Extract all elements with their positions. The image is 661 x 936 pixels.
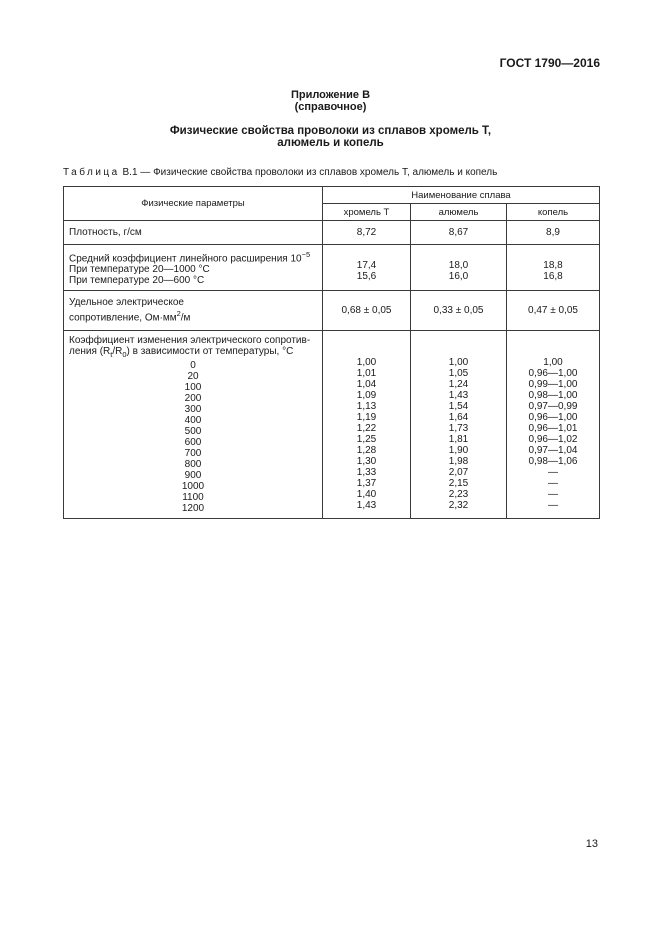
coefficient-value: 0,98—1,06 xyxy=(528,455,578,467)
coefficient-label-sub-t: t xyxy=(110,349,113,359)
spacer xyxy=(413,335,504,357)
temperature-value: 1200 xyxy=(181,502,205,514)
temperature-value: 20 xyxy=(187,370,199,382)
table-row-expansion xyxy=(64,245,600,291)
coefficient-value: 2,07 xyxy=(448,466,469,478)
coefficient-value: 1,73 xyxy=(448,422,469,434)
table-row-density xyxy=(64,221,600,245)
resistivity-label-cell xyxy=(64,291,323,330)
alloy-header-kopel: копель xyxy=(507,204,600,221)
coefficient-value: 0,97—1,04 xyxy=(528,444,578,456)
coefficient-value: 1,04 xyxy=(356,378,377,390)
resistivity-unit-tail: /м xyxy=(180,312,191,324)
spacer xyxy=(413,249,504,260)
coefficient-value: 1,01 xyxy=(356,367,377,379)
resistivity-value-alumel: 0,33 ± 0,05 xyxy=(411,291,507,330)
expansion-value: 18,0 xyxy=(448,260,469,271)
coefficient-label-line1: Коэффициент изменения электрического сопротив- xyxy=(69,334,311,346)
coefficient-values-alumel xyxy=(411,330,507,518)
param-header-cell: Физические параметры xyxy=(64,187,323,221)
spacer xyxy=(325,335,408,357)
coefficient-value: 1,54 xyxy=(448,400,469,412)
coefficient-label-part: /R xyxy=(112,345,123,357)
coefficient-value: 1,40 xyxy=(356,488,377,500)
coefficient-value: 1,24 xyxy=(448,378,469,390)
coefficient-value: 1,30 xyxy=(356,455,377,467)
resistivity-label-line1: Удельное электрическое xyxy=(69,297,184,309)
expansion-label-main: Средний коэффициент линейного расширения 10 xyxy=(69,253,302,265)
temperature-value: 500 xyxy=(184,425,202,437)
expansion-value: 17,4 xyxy=(356,260,377,271)
appendix-note: (справочное) xyxy=(294,101,367,113)
coefficient-value: 1,37 xyxy=(356,477,377,489)
document-title-line2: алюмель и копель xyxy=(277,137,384,149)
expansion-values-kopel xyxy=(507,245,600,291)
coefficient-value: 1,19 xyxy=(356,411,377,423)
temperature-value: 0 xyxy=(190,359,196,371)
coefficient-value: 0,96—1,01 xyxy=(528,422,578,434)
coefficient-value: 1,90 xyxy=(448,444,469,456)
coefficient-value: 1,22 xyxy=(356,422,377,434)
temperature-value: 600 xyxy=(184,436,202,448)
coefficient-value: — xyxy=(548,477,558,489)
coefficient-label-cell xyxy=(64,330,323,518)
coefficient-value: 1,00 xyxy=(543,356,563,368)
expansion-label-cell xyxy=(64,245,323,291)
appendix-block xyxy=(0,89,661,113)
density-label: Плотность, г/см xyxy=(64,221,323,245)
coefficient-value: 2,32 xyxy=(448,499,469,511)
coefficient-value: 1,05 xyxy=(448,367,469,379)
temperature-value: 700 xyxy=(184,447,202,459)
table-row-coefficient xyxy=(64,330,600,518)
temperature-value: 1000 xyxy=(181,480,205,492)
coefficient-value: 1,98 xyxy=(448,455,469,467)
coefficient-label-part: ) в зависимости от температуры, °С xyxy=(126,345,294,357)
temperature-list xyxy=(69,360,317,514)
temperature-value: 100 xyxy=(184,381,202,393)
alloy-header-alumel: алюмель xyxy=(411,204,507,221)
coefficient-value: 1,64 xyxy=(448,411,469,423)
density-value-kopel: 8,9 xyxy=(507,221,600,245)
table-row-resistivity xyxy=(64,291,600,330)
appendix-title: Приложение В xyxy=(290,89,371,101)
coefficient-value: 1,81 xyxy=(448,433,469,445)
coefficient-label-part: ления (R xyxy=(69,345,111,357)
coefficient-value: 1,33 xyxy=(356,466,377,478)
expansion-value: 15,6 xyxy=(356,271,377,282)
temperature-value: 200 xyxy=(184,392,202,404)
expansion-sublabel: При температуре 20—600 °С xyxy=(69,275,205,287)
table-caption-word: Таблица xyxy=(63,167,120,178)
coefficient-value: 1,43 xyxy=(356,499,377,511)
coefficient-values-chromel xyxy=(323,330,411,518)
spacer xyxy=(509,335,597,357)
alloy-group-header-cell: Наименование сплава xyxy=(323,187,600,204)
document-title xyxy=(0,125,661,149)
coefficient-value: — xyxy=(548,499,558,511)
physical-properties-table xyxy=(63,186,600,519)
coefficient-value: 0,98—1,00 xyxy=(528,389,578,401)
doc-number: ГОСТ 1790—2016 xyxy=(499,56,600,70)
coefficient-label-line2 xyxy=(69,346,317,360)
table-header-row-1 xyxy=(64,187,600,204)
coefficient-label-sub-0: 0 xyxy=(122,349,127,359)
alloy-header-chromel: хромель Т xyxy=(323,204,411,221)
table-caption xyxy=(63,167,600,178)
coefficient-value: 0,99—1,00 xyxy=(528,378,578,390)
coefficient-value: — xyxy=(548,488,558,500)
document-title-line1: Физические свойства проволоки из сплавов хромель Т, xyxy=(169,125,492,137)
coefficient-value: 1,00 xyxy=(356,356,377,368)
expansion-label-exponent: −5 xyxy=(301,250,311,259)
page-number: 13 xyxy=(585,838,598,850)
expansion-value: 16,0 xyxy=(448,271,469,282)
resistivity-value-kopel: 0,47 ± 0,05 xyxy=(507,291,600,330)
spacer xyxy=(509,249,597,260)
expansion-value: 16,8 xyxy=(543,271,563,282)
coefficient-value: 0,96—1,02 xyxy=(528,433,578,445)
coefficient-value: 1,09 xyxy=(356,389,377,401)
coefficient-value: 0,96—1,00 xyxy=(528,411,578,423)
temperature-value: 1100 xyxy=(182,491,204,503)
expansion-sublabels xyxy=(69,264,317,286)
temperature-value: 300 xyxy=(184,403,202,415)
density-value-alumel: 8,67 xyxy=(411,221,507,245)
expansion-values-alumel xyxy=(411,245,507,291)
resistivity-value-chromel: 0,68 ± 0,05 xyxy=(323,291,411,330)
coefficient-value: 2,23 xyxy=(448,488,469,500)
coefficient-value: 1,25 xyxy=(356,433,377,445)
resistivity-unit-main: сопротивление, Ом·мм xyxy=(69,312,177,324)
temperature-value: 800 xyxy=(184,458,202,470)
table-caption-text: В.1 — Физические свойства проволоки из сплавов хромель Т, алюмель и копель xyxy=(119,167,498,178)
temperature-value: 900 xyxy=(184,469,202,481)
expansion-sublabel: При температуре 20—1000 °С xyxy=(69,264,210,276)
coefficient-value: 1,00 xyxy=(448,356,469,368)
density-value-chromel: 8,72 xyxy=(323,221,411,245)
expansion-value: 18,8 xyxy=(543,260,563,271)
expansion-values-chromel xyxy=(323,245,411,291)
temperature-value: 400 xyxy=(184,414,202,426)
coefficient-value: 1,13 xyxy=(356,400,377,412)
coefficient-values-kopel xyxy=(507,330,600,518)
coefficient-value: — xyxy=(548,466,558,478)
resistivity-label-line2 xyxy=(69,308,317,323)
coefficient-value: 1,43 xyxy=(448,389,469,401)
coefficient-value: 0,96—1,00 xyxy=(528,367,578,379)
resistivity-unit-exponent: 2 xyxy=(176,309,181,319)
coefficient-value: 1,28 xyxy=(356,444,377,456)
coefficient-value: 2,15 xyxy=(448,477,469,489)
spacer xyxy=(325,249,408,260)
coefficient-value: 0,97—0,99 xyxy=(528,400,578,412)
expansion-label xyxy=(69,249,317,264)
